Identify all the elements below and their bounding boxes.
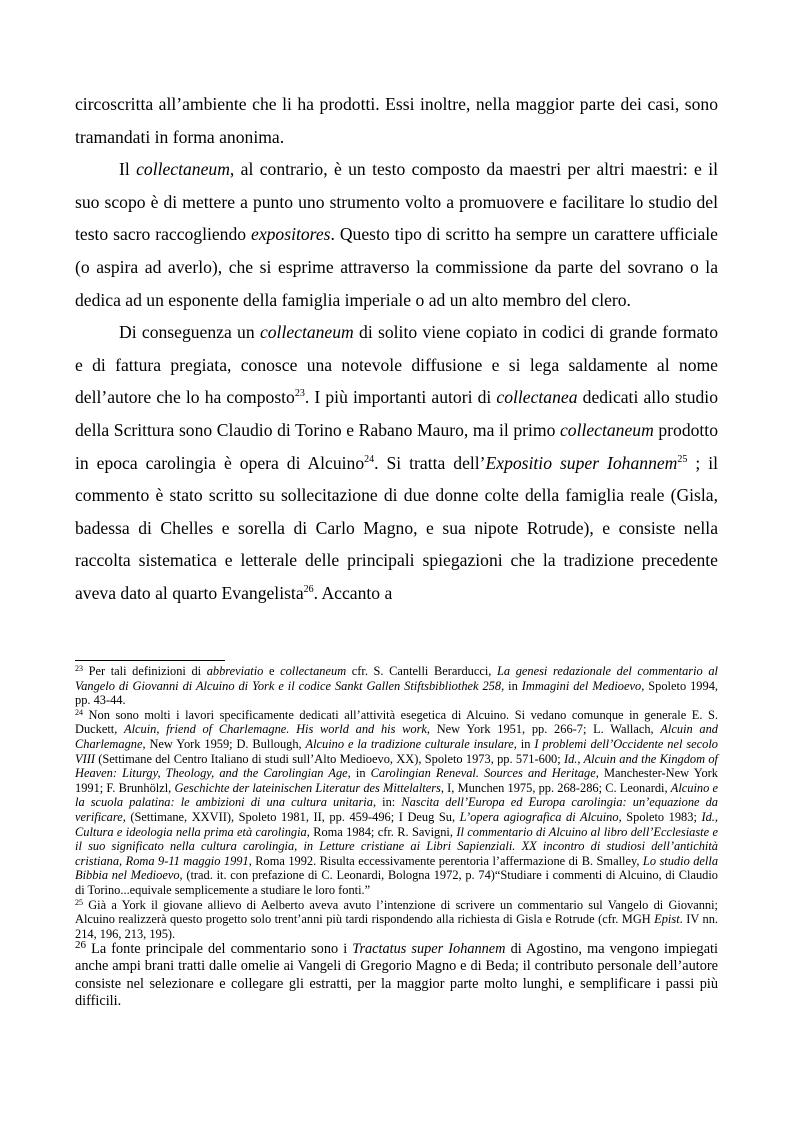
footnote-number-24: 24 bbox=[75, 707, 83, 717]
fn24-i12: Il commentario di Alcuino al libro dell’Ecclesiaste e il suo significato nella cultura carolingia, in Letture cristiane ai Libri Sapienziali. XX incontro di studiosi dell’antichità cristiana, Roma 9-11 maggio 1991 bbox=[75, 824, 718, 868]
fn23-t5: , Spoleto 1994, pp. 43-44. bbox=[75, 678, 718, 708]
p3-italic-1: collectaneum bbox=[259, 322, 354, 343]
fn24-i8: Alcuino e la scuola palatina: le ambizioni di una cultura unitaria bbox=[75, 780, 718, 810]
p2-text-a: Il bbox=[119, 159, 137, 180]
p2-italic-2: expositores bbox=[251, 224, 331, 245]
fn24-i1: Alcuin, friend of Charlemagne. His world and his work bbox=[124, 722, 427, 737]
fn23-t4: in bbox=[504, 678, 522, 693]
footnote-number-26: 26 bbox=[75, 939, 86, 952]
fn24-i2: Alcuin and Charlemagne bbox=[75, 722, 718, 751]
footnote-23 bbox=[75, 664, 718, 708]
fn25-t2: . IV nn. 214, 196, 213, 195). bbox=[75, 912, 718, 941]
fn24-t2: , New York 1951, pp. 266-7; L. Wallach, bbox=[426, 722, 661, 737]
fn24-t13: , Roma 1992. Risulta eccessivamente perentoria l’affermazione di B. Smalley, bbox=[248, 853, 643, 868]
fn23-t3: cfr. S. Cantelli Berarducci, bbox=[346, 664, 498, 678]
paragraph-3 bbox=[75, 316, 718, 609]
footnote-ref-25[interactable]: 25 bbox=[677, 453, 688, 465]
fn24-t4: in bbox=[516, 736, 535, 751]
main-text bbox=[75, 88, 718, 610]
p3-text-a: Di conseguenza un bbox=[119, 322, 260, 343]
p2-text-c: . Questo tipo di scritto ha sempre un carattere ufficiale (o aspira ad averlo), che si esprime attraverso la commissione da parte del sovrano o la dedica ad un esponente della famiglia imperiale o ad un alto membro del clero. bbox=[75, 224, 718, 310]
footnote-number-23: 23 bbox=[75, 664, 83, 673]
footnote-separator bbox=[75, 660, 225, 661]
fn23-i4: Immagini del Medioevo bbox=[521, 678, 642, 693]
footnotes bbox=[75, 664, 718, 1010]
fn25-t1: Già a York il giovane allievo di Aelberto aveva avuto l’intenzione di scrivere un commentario sul Vangelo di Giovanni; Alcuino realizzerà questo progetto solo trent’anni più tardi rispondendo alla richiesta di Gisla e Rotrude (cfr. MGH bbox=[75, 897, 718, 927]
fn24-i9: Nascita dell’Europa ed Europa carolingia: un’equazione da verificare bbox=[75, 795, 719, 824]
fn24-t8: , I, Munchen 1975, pp. 268-286; C. Leonardi, bbox=[440, 780, 671, 795]
fn24-i13: Lo studio della Bibbia nel Medioevo bbox=[75, 853, 719, 883]
fn24-i5: Id., Alcuin and the Kingdom of Heaven: Liturgy, Theology, and the Carolingian Age bbox=[75, 751, 718, 781]
fn26-i1: Tractatus super Iohannem bbox=[352, 941, 506, 958]
fn24-t12: , Roma 1984; cfr. R. Savigni, bbox=[306, 824, 457, 839]
p3-text-g: ; il commento è stato scritto su sollecitazione di due donne colte della famiglia reale (Gisla, badessa di Chelles e sorella di Carlo Magno, e sua nipote Rotrude), e consiste nella raccolta sistematica e letterale delle principali spiegazioni che la tradizione precedente aveva dato al quarto Evangelista bbox=[75, 452, 718, 603]
fn24-t1: Non sono molti i lavori specificamente dedicati all’attività esegetica di Alcuino. Si vedano comunque in generale E. S. Duckett, bbox=[75, 707, 718, 737]
fn24-t10: , (Settimane, XXVII), Spoleto 1981, II, pp. 459-496; I Deug Su, bbox=[122, 809, 460, 824]
p3-text-b: di solito viene copiato in codici di grande formato e di fattura pregiata, conosce una notevole diffusione e si lega saldamente al nome dell’autore che lo ha composto bbox=[75, 322, 718, 408]
fn26-t2: di Agostino, ma vengono impiegati anche ampi brani tratti dalle omelie ai Vangeli di Gregorio Magno e di Beda; il contributo personale dell’autore consiste nel selezionare e collegare gli estratti, per la maggior parte molto lunghi, e semplificare i passi più difficili. bbox=[75, 941, 718, 1009]
p2-text-b: , al contrario, è un testo composto da maestri per altri maestri: e il suo scopo è di mettere a punto uno strumento volto a promuovere e facilitare lo studio del testo sacro raccogliendo bbox=[75, 159, 718, 245]
p3-text-c: . I più importanti autori di bbox=[304, 387, 497, 408]
p3-text-d: dedicati allo studio della Scrittura sono Claudio di Torino e Rabano Mauro, ma il primo bbox=[75, 387, 718, 440]
fn23-t1: Per tali definizioni di bbox=[83, 664, 207, 678]
footnote-ref-23[interactable]: 23 bbox=[294, 388, 305, 400]
fn24-t6: , in bbox=[347, 766, 371, 781]
p3-italic-4: Expositio super Iohannem bbox=[485, 452, 678, 473]
fn24-i7: Geschichte der lateinischen Literatur des Mittelalters bbox=[174, 780, 441, 795]
p3-text-h: . Accanto a bbox=[313, 582, 393, 603]
footnote-ref-24[interactable]: 24 bbox=[364, 453, 375, 465]
fn24-t5: (Settimane del Centro Italiano di studi sull’Alto Medioevo, XX), Spoleto 1973, pp. 571-600; bbox=[94, 751, 564, 766]
fn24-i3: Alcuino e la tradizione culturale insulare, bbox=[305, 736, 517, 751]
fn23-i2: collectaneum bbox=[280, 664, 347, 678]
paragraph-1: circoscritta all’ambiente che li ha prodotti. Essi inoltre, nella maggior parte dei casi, sono tramandati in forma anonima. bbox=[75, 94, 718, 147]
p3-text-e: prodotto in epoca carolingia è opera di Alcuino bbox=[75, 419, 718, 473]
fn23-t2: e bbox=[263, 664, 281, 678]
fn23-i3: La genesi redazionale del commentario al Vangelo di Giovanni di Alcuino di York e il codice Sankt Gallen Stiftsbibliothek 258, bbox=[75, 664, 718, 693]
footnote-24 bbox=[75, 708, 718, 898]
p3-italic-3: collectaneum bbox=[559, 419, 654, 440]
footnote-ref-26[interactable]: 26 bbox=[303, 583, 314, 595]
paragraph-2 bbox=[75, 153, 718, 316]
fn24-i11: Id., Cultura e ideologia nella prima età carolingia bbox=[75, 809, 718, 839]
fn25-i1: Epist bbox=[654, 912, 680, 927]
fn24-i4: I problemi dell’Occidente nel secolo VIII bbox=[75, 736, 718, 766]
fn24-t7: , Manchester-New York 1991; F. Brunhölzl, bbox=[75, 766, 718, 795]
footnote-26 bbox=[75, 941, 718, 1010]
p2-italic-1: collectaneum bbox=[136, 159, 230, 180]
fn24-t14: , (trad. it. con prefazione di C. Leonardi, Bologna 1972, p. 74)“Studiare i commenti di Alcuino, di Claudio di Torino...equivale semplicemente a studiare le loro fonti.” bbox=[75, 868, 718, 897]
fn26-t1: La fonte principale del commentario sono i bbox=[86, 941, 353, 958]
fn23-i1: abbreviatio bbox=[206, 664, 264, 678]
fn24-i10: L’opera agiografica di Alcuino bbox=[459, 809, 619, 824]
fn24-t9: , in: bbox=[372, 795, 402, 810]
footnote-number-25: 25 bbox=[75, 897, 83, 907]
fn24-t3: , New York 1959; D. Bullough, bbox=[142, 736, 306, 751]
fn24-i6: Carolingian Reneval. Sources and Heritage bbox=[370, 766, 596, 781]
p3-italic-2: collectanea bbox=[496, 387, 578, 408]
footnote-25 bbox=[75, 898, 718, 942]
p3-text-f: . Si tratta dell’ bbox=[374, 452, 486, 473]
fn24-t11: , Spoleto 1983; bbox=[618, 809, 702, 824]
